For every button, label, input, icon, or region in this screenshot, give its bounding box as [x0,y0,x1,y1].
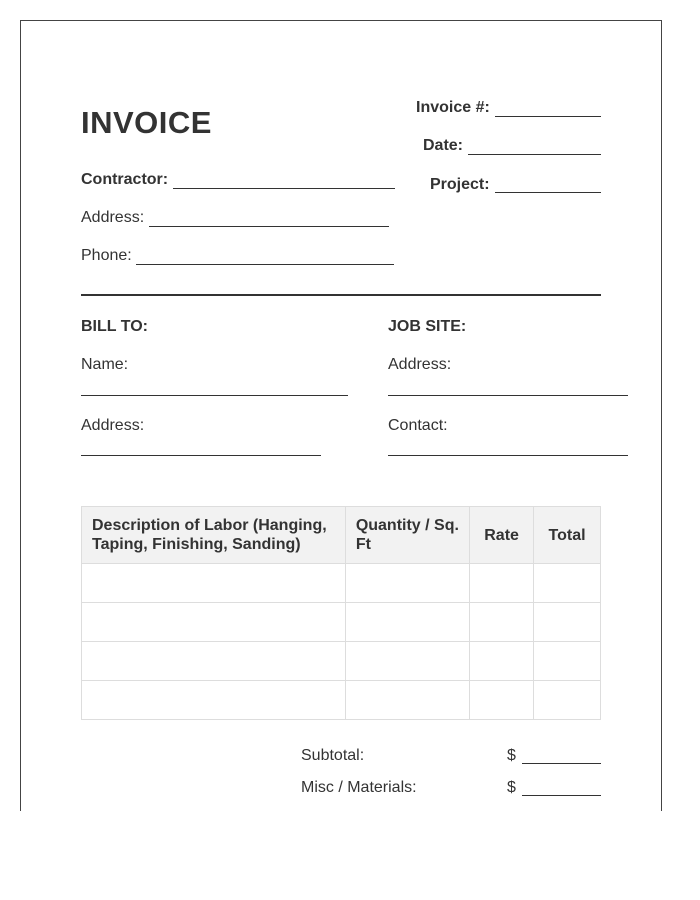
misc-materials-field[interactable] [522,795,601,796]
quantity-cell[interactable] [345,603,469,642]
invoice-sheet [20,20,662,811]
table-row [82,564,601,603]
project-label: Project: [430,176,490,193]
total-header: Total [534,507,601,564]
contractor-phone-field[interactable] [136,264,394,265]
bill-to-heading: BILL TO: [81,318,148,335]
subtotal-field[interactable] [522,763,601,764]
quantity-cell[interactable] [345,681,469,720]
quantity-header: Quantity / Sq. Ft [345,507,469,564]
date-field[interactable] [468,154,601,155]
date-label: Date: [423,137,464,154]
labor-table [81,506,601,720]
description-cell[interactable] [82,642,346,681]
total-cell[interactable] [534,564,601,603]
quantity-cell[interactable] [345,564,469,603]
rate-cell[interactable] [470,642,534,681]
bill-to-address-label: Address: [81,417,145,434]
misc-materials-label: Misc / Materials: [301,779,417,796]
contractor-address-label: Address: [81,209,145,226]
total-cell[interactable] [534,681,601,720]
description-cell[interactable] [82,564,346,603]
description-cell[interactable] [82,603,346,642]
job-site-heading: JOB SITE: [388,318,467,335]
bill-to-name-field[interactable] [81,395,348,396]
job-site-contact-label: Contact: [388,417,448,434]
contractor-field[interactable] [173,188,395,189]
invoice-title: INVOICE [81,105,212,140]
invoice-number-label: Invoice #: [416,99,490,116]
rate-cell[interactable] [470,681,534,720]
project-field[interactable] [495,192,601,193]
job-site-contact-field[interactable] [388,455,628,456]
bill-to-name-label: Name: [81,356,129,373]
job-site-address-label: Address: [388,356,452,373]
table-row [82,642,601,681]
table-header-row [82,507,601,564]
rate-cell[interactable] [470,564,534,603]
contractor-phone-label: Phone: [81,247,132,264]
quantity-cell[interactable] [345,642,469,681]
header-divider [81,294,601,296]
misc-materials-currency: $ [507,779,516,796]
rate-cell[interactable] [470,603,534,642]
bill-to-address-field[interactable] [81,455,321,456]
description-cell[interactable] [82,681,346,720]
total-cell[interactable] [534,603,601,642]
invoice-number-field[interactable] [495,116,601,117]
contractor-address-field[interactable] [149,226,389,227]
rate-header: Rate [470,507,534,564]
job-site-address-field[interactable] [388,395,628,396]
subtotal-currency: $ [507,747,516,764]
subtotal-label: Subtotal: [301,747,365,764]
table-row [82,603,601,642]
contractor-label: Contractor: [81,171,169,188]
description-header: Description of Labor (Hanging, Taping, Finishing, Sanding) [82,507,346,564]
total-cell[interactable] [534,642,601,681]
table-row [82,681,601,720]
